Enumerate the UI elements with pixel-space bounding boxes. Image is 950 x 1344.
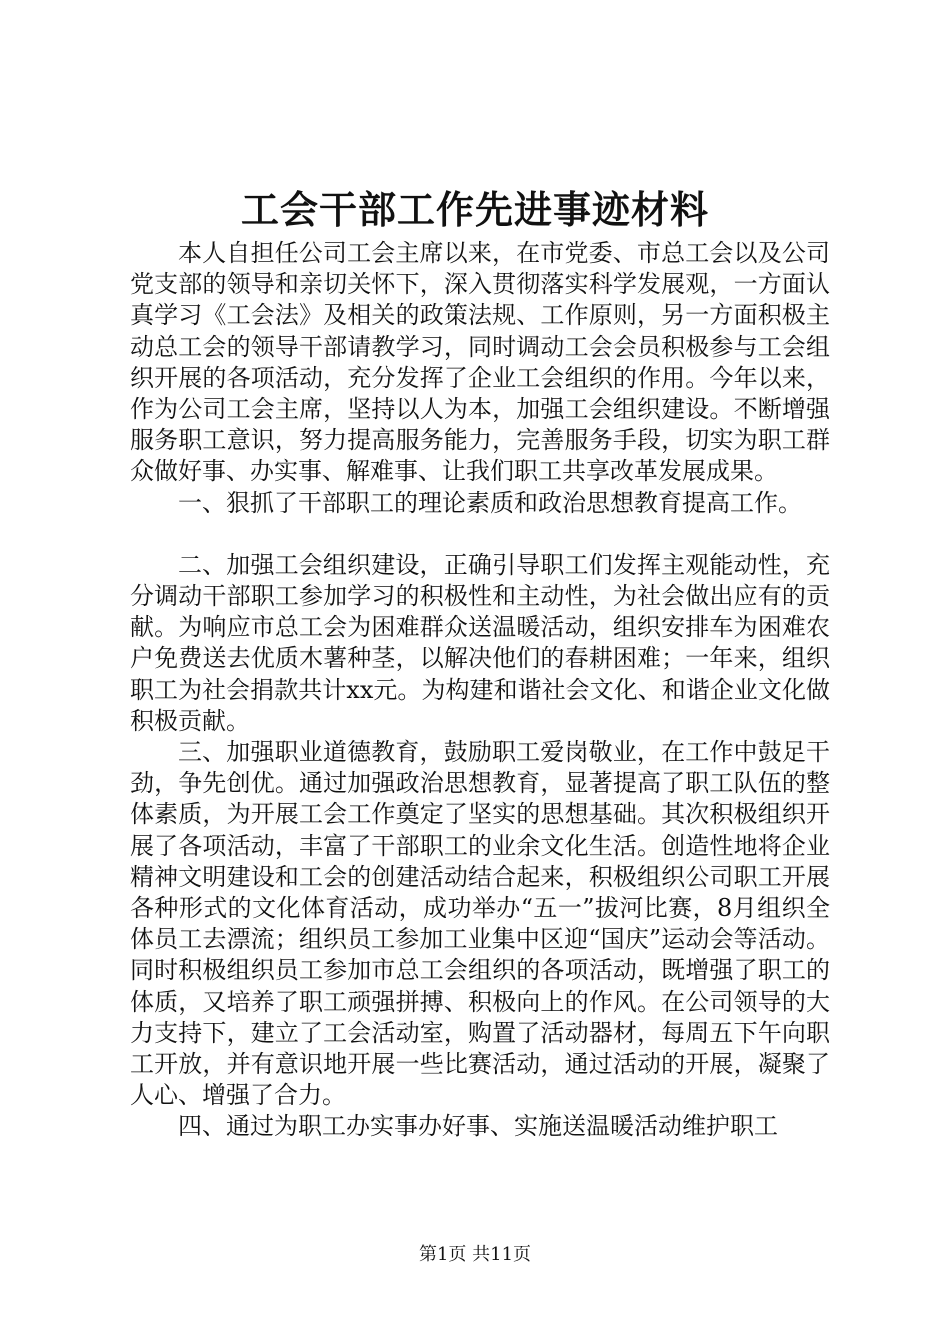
paragraph-section-3: 三、加强职业道德教育，鼓励职工爱岗敬业，在工作中鼓足干劲，争先创优。通过加强政治思想教育，显著提高了职工队伍的整体素质，为开展工会工作奠定了坚实的思想基础。其次积极组织开展了各项活动，丰富了干部职工的业余文化生活。创造性地将企业精神文明建设和工会的创建活动结合起来，积极组织公司职工开展各种形式的文化体育活动，成功举办“五一”拔河比赛，8月组织全体员工去漂流；组织员工参加工业集中区迎“国庆”运动会等活动。同时积极组织员工参加市总工会组织的各项活动，既增强了职工的体质，又培养了职工顽强拼搏、积极向上的作风。在公司领导的大力支持下，建立了工会活动室，购置了活动器材，每周五下午向职工开放，并有意识地开展一些比赛活动，通过活动的开展，凝聚了人心、增强了合力。 bbox=[130, 738, 830, 1110]
paragraph-section-1: 一、狠抓了干部职工的理论素质和政治思想教育提高工作。 bbox=[178, 488, 802, 517]
paragraph-intro: 本人自担任公司工会主席以来，在市党委、市总工会以及公司党支部的领导和亲切关怀下，深入贯彻落实科学发展观，一方面认真学习《工会法》及相关的政策法规、工作原则，另一方面积极主动总工会的领导干部请教学习，同时调动工会会员积极参与工会组织开展的各项活动，充分发挥了企业工会组织的作用。今年以来，作为公司工会主席，坚持以人为本，加强工会组织建设。不断增强服务职工意识，努力提高服务能力，完善服务手段，切实为职工群众做好事、办实事、解难事、让我们职工共享改革发展成果。 bbox=[130, 239, 830, 486]
page-number-footer: 第1页 共11页 bbox=[418, 1244, 532, 1265]
paragraph-section-2: 二、加强工会组织建设，正确引导职工们发挥主观能动性，充分调动干部职工参加学习的积极性和主动性，为社会做出应有的贡献。为响应市总工会为困难群众送温暖活动，组织安排车为困难农户免费送去优质木薯种茎，以解决他们的春耕困难；一年来，组织职工为社会捐款共计xx元。为构建和谐社会文化、和谐企业文化做积极贡献。 bbox=[130, 550, 830, 735]
paragraph-section-4: 四、通过为职工办实事办好事、实施送温暖活动维护职工 bbox=[178, 1112, 778, 1141]
document-title: 工会干部工作先进事迹材料 bbox=[240, 187, 709, 232]
document-body bbox=[130, 238, 830, 1143]
